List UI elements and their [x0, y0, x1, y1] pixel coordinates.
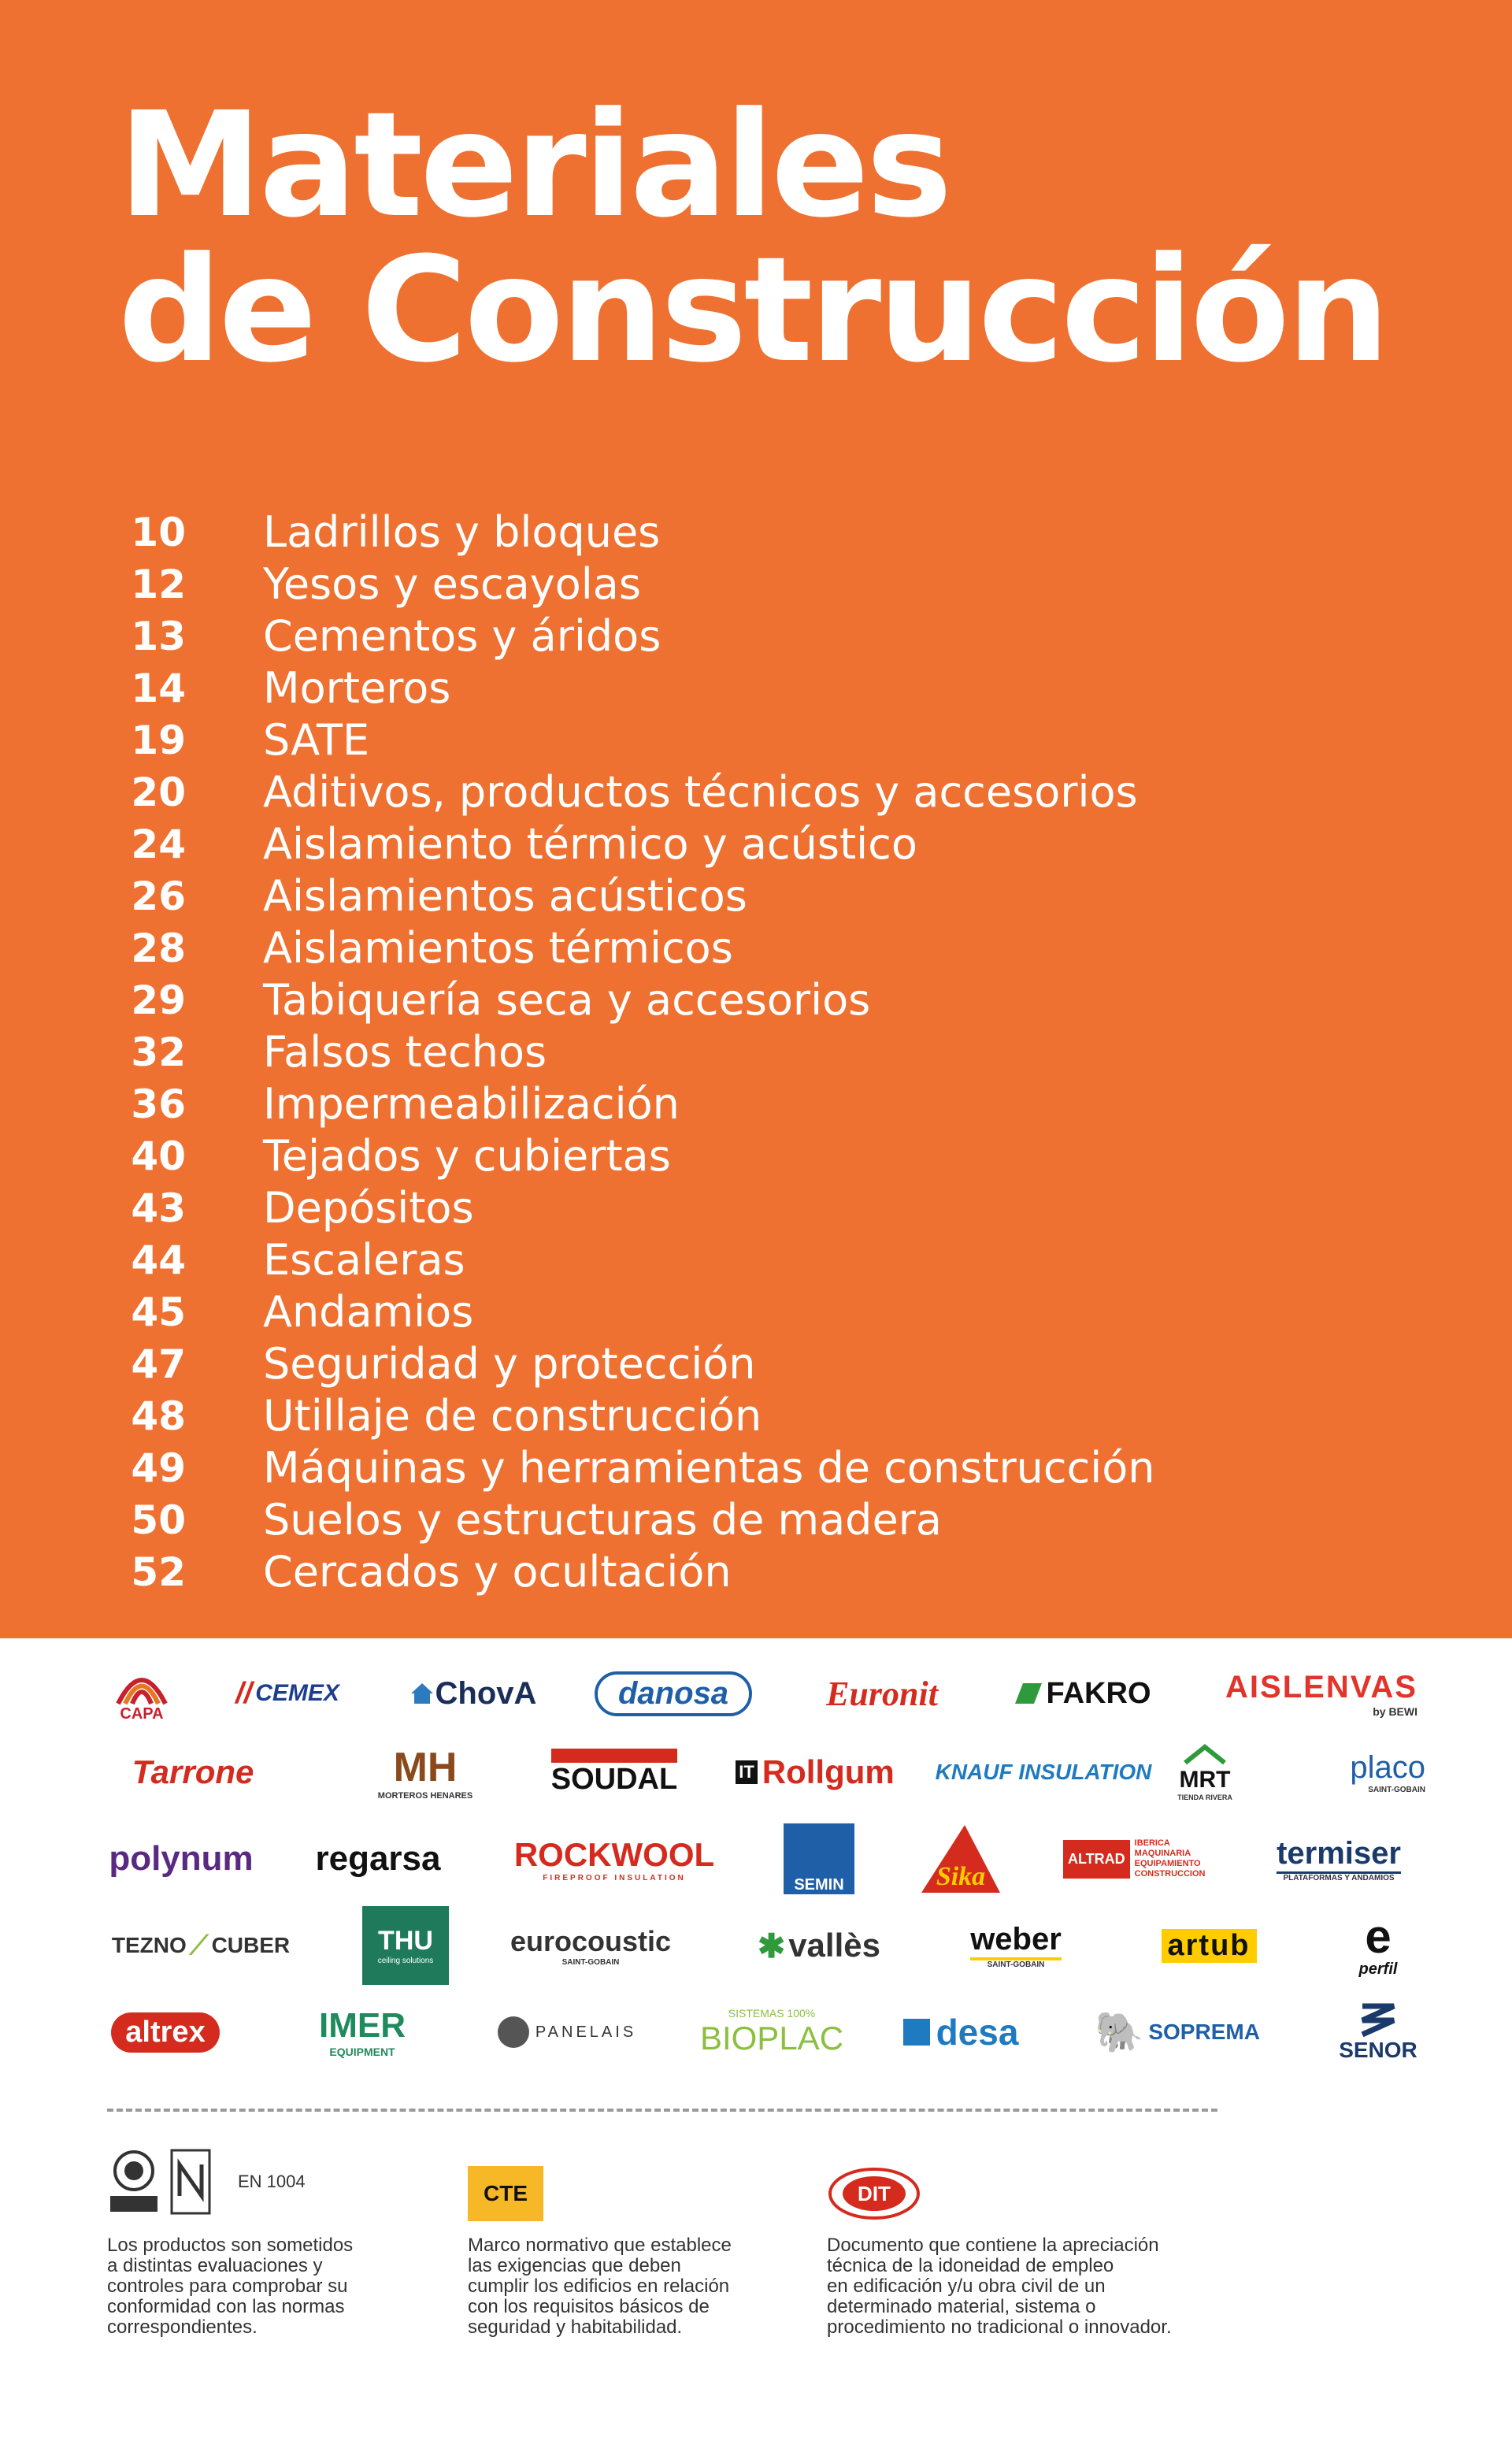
dit-badge-icon [827, 2166, 921, 2221]
toc-label: Tejados y cubiertas [263, 1131, 671, 1181]
brand-logo-rollgum: IT Rollgum [709, 1733, 921, 1812]
brand-row [94, 1906, 1433, 1985]
toc-page-number: 43 [131, 1185, 186, 1231]
toc-row[interactable] [118, 1076, 1378, 1128]
toc-row[interactable] [118, 920, 1378, 972]
toc-page-number: 10 [131, 510, 186, 555]
toc-page-number: 28 [131, 925, 186, 971]
brand-row [94, 1993, 1433, 2072]
toc-page-number: 29 [131, 977, 186, 1023]
toc-label: Aditivos, productos técnicos y accesorios [263, 767, 1138, 817]
brand-logo-chova: ChovA [398, 1654, 547, 1733]
brand-logo-eurocoustic: eurocoustic SAINT-GOBAIN [510, 1924, 672, 1967]
toc-label: Aislamiento térmico y acústico [263, 819, 917, 869]
toc-page-number: 44 [131, 1237, 186, 1283]
brand-logo-regarsa: regarsa [315, 1839, 441, 1878]
brand-logo-thu: THU ceiling solutions [362, 1906, 449, 1985]
toc-row[interactable] [118, 1232, 1378, 1284]
brand-logo-termiser: termiser PLATAFORMAS Y ANDAMIOS [1277, 1835, 1401, 1882]
brand-row [94, 1819, 1433, 1898]
brand-logo-artub: artub [1126, 1906, 1292, 1985]
toc-label: SATE [263, 715, 370, 765]
toc-page-number: 49 [131, 1445, 186, 1491]
toc-page-number: 52 [131, 1549, 186, 1595]
table-of-contents [118, 504, 1378, 1596]
svg-text:DIT: DIT [858, 2182, 891, 2205]
toc-row[interactable] [118, 1388, 1378, 1440]
toc-row[interactable] [118, 1440, 1378, 1492]
toc-label: Ladrillos y bloques [263, 507, 661, 557]
senor-mark-icon [1354, 2001, 1402, 2038]
toc-page-number: 48 [131, 1393, 186, 1439]
toc-label: Impermeabilización [263, 1079, 680, 1129]
toc-label: Escaleras [263, 1235, 465, 1285]
toc-label: Yesos y escayolas [263, 559, 641, 609]
brand-logo-cemex: // CEMEX [235, 1676, 339, 1710]
toc-row[interactable] [118, 764, 1378, 816]
toc-row[interactable] [118, 1024, 1378, 1076]
toc-page-number: 47 [131, 1341, 186, 1387]
toc-row[interactable] [118, 972, 1378, 1024]
toc-label: Aislamientos acústicos [263, 871, 747, 921]
toc-label: Máquinas y herramientas de construcción [263, 1443, 1155, 1493]
toc-page-number: 26 [131, 874, 186, 919]
toc-row[interactable] [118, 1492, 1378, 1544]
brand-logo-tarrone: Tarrone [132, 1753, 254, 1790]
brand-row [94, 1654, 1433, 1733]
cert-description: Marco normativo que establece las exigencias que deben cumplir los edificios en relación con los requisitos básicos de seguridad y habitabilidad. [468, 2235, 732, 2338]
brand-logo-capa: CAPA [94, 1654, 189, 1733]
toc-row[interactable] [118, 1544, 1378, 1596]
brand-logo-mrt: MRT TIENDA RIVERA [1158, 1733, 1252, 1812]
toc-row[interactable] [118, 556, 1378, 608]
toc-row[interactable] [118, 1284, 1378, 1336]
cert-badges [107, 2149, 306, 2215]
aenor-icon [170, 2149, 211, 2215]
brand-logo-fakro: FAKRO [992, 1654, 1173, 1733]
brand-logo-altrex: altrex [94, 1993, 236, 2072]
toc-page-number: 50 [131, 1497, 186, 1543]
toc-page-number: 13 [131, 614, 186, 659]
brand-logo-polynum: polynum [109, 1839, 254, 1878]
cert-badge-label: EN 1004 [238, 2172, 306, 2191]
brand-logo-imer: IMER EQUIPMENT [319, 2006, 406, 2058]
brand-logo-morteros-henares: MH MORTEROS HENARES [377, 1745, 473, 1801]
toc-row[interactable] [118, 1180, 1378, 1232]
toc-label: Seguridad y protección [263, 1339, 756, 1389]
brand-logo-semin: SEMIN [780, 1819, 858, 1898]
brand-logo-soudal: SOUDAL [536, 1733, 693, 1812]
brand-logo-bioplac: SISTEMAS 100% BIOPLAC [699, 2007, 844, 2057]
brand-logo-euronit: Euronit [826, 1674, 938, 1713]
toc-row[interactable] [118, 504, 1378, 556]
cert-description: Documento que contiene la apreciación técnica de la idoneidad de empleo en edificación y/u obra civil de un determinado material, sistema o procedimiento no tradicional o innovador. [827, 2235, 1172, 2338]
toc-page-number: 19 [131, 718, 186, 763]
toc-row[interactable] [118, 1336, 1378, 1388]
toc-page-number: 40 [131, 1133, 186, 1179]
svg-text:Sika: Sika [936, 1862, 986, 1891]
toc-label: Utillaje de construcción [263, 1391, 762, 1441]
toc-page-number: 14 [131, 666, 186, 711]
brand-logo-tezno-cuber: TEZNO ⟋ CUBER [111, 1930, 291, 1960]
brand-logo-altrad: ALTRAD IBERICA MAQUINARIA EQUIPAMIENTO CONSTRUCCION [1063, 1819, 1221, 1898]
brand-logo-valles: ✱ vallès [758, 1927, 880, 1964]
toc-row[interactable] [118, 1128, 1378, 1180]
brand-row [94, 1733, 1433, 1812]
brand-logo-danosa: danosa [583, 1654, 764, 1733]
toc-row[interactable] [118, 816, 1378, 868]
brand-logo-desa: desa [882, 1993, 1040, 2072]
house-icon [409, 1680, 435, 1707]
section-divider [107, 2109, 1217, 2112]
bureau-veritas-icon [107, 2149, 161, 2215]
cert-description: Los productos son sometidos a distintas evaluaciones y controles para comprobar su conformidad con las normas correspondientes. [107, 2235, 354, 2338]
toc-row[interactable] [118, 712, 1378, 764]
toc-row[interactable] [118, 608, 1378, 660]
brand-logo-rockwool: ROCKWOOL FIREPROOF INSULATION [513, 1835, 715, 1882]
page-title [118, 81, 1387, 395]
brand-logo-weber: weber SAINT-GOBAIN [970, 1922, 1062, 1969]
toc-row[interactable] [118, 868, 1378, 920]
sika-logo-icon [917, 1823, 1004, 1894]
toc-label: Tabiquería seca y accesorios [263, 975, 871, 1025]
toc-label: Depósitos [263, 1183, 474, 1233]
toc-label: Falsos techos [263, 1027, 547, 1077]
toc-label: Aislamientos térmicos [263, 923, 733, 973]
toc-label: Cementos y áridos [263, 611, 662, 661]
title-line-2: de Construcción [118, 226, 1387, 395]
brand-logo-sika [914, 1819, 1008, 1898]
brand-logo-senor: SENOR [1323, 1993, 1433, 2072]
brand-logo-knauf-insulation: KNAUF INSULATION [935, 1760, 1152, 1784]
toc-page-number: 12 [131, 562, 186, 607]
toc-label: Cercados y ocultación [263, 1547, 732, 1597]
toc-page-number: 20 [131, 770, 186, 815]
mrt-mark-icon [1181, 1743, 1228, 1767]
brand-logo-perfil: e perfil [1358, 1909, 1398, 1978]
brand-logo-panelais: PANELAIS [488, 1993, 646, 2072]
capa-emblem-icon [114, 1664, 169, 1705]
toc-label: Andamios [263, 1287, 474, 1337]
toc-page-number: 45 [131, 1289, 186, 1335]
brand-logo-aislenvas: AISLENVAS by BEWI [1225, 1669, 1418, 1718]
toc-page-number: 24 [131, 822, 186, 867]
brand-logo-soprema: 🐘 SOPREMA [1095, 2009, 1260, 2054]
toc-label: Suelos y estructuras de madera [263, 1495, 942, 1545]
title-line-1: Materiales [118, 81, 950, 250]
toc-page-number: 36 [131, 1081, 186, 1127]
fakro-mark-icon [1015, 1683, 1042, 1704]
toc-row[interactable] [118, 660, 1378, 712]
cte-badge: CTE [468, 2166, 543, 2221]
toc-page-number: 32 [131, 1029, 186, 1075]
brand-logo-placo: placo SAINT-GOBAIN [1350, 1750, 1425, 1794]
toc-label: Morteros [263, 663, 451, 713]
